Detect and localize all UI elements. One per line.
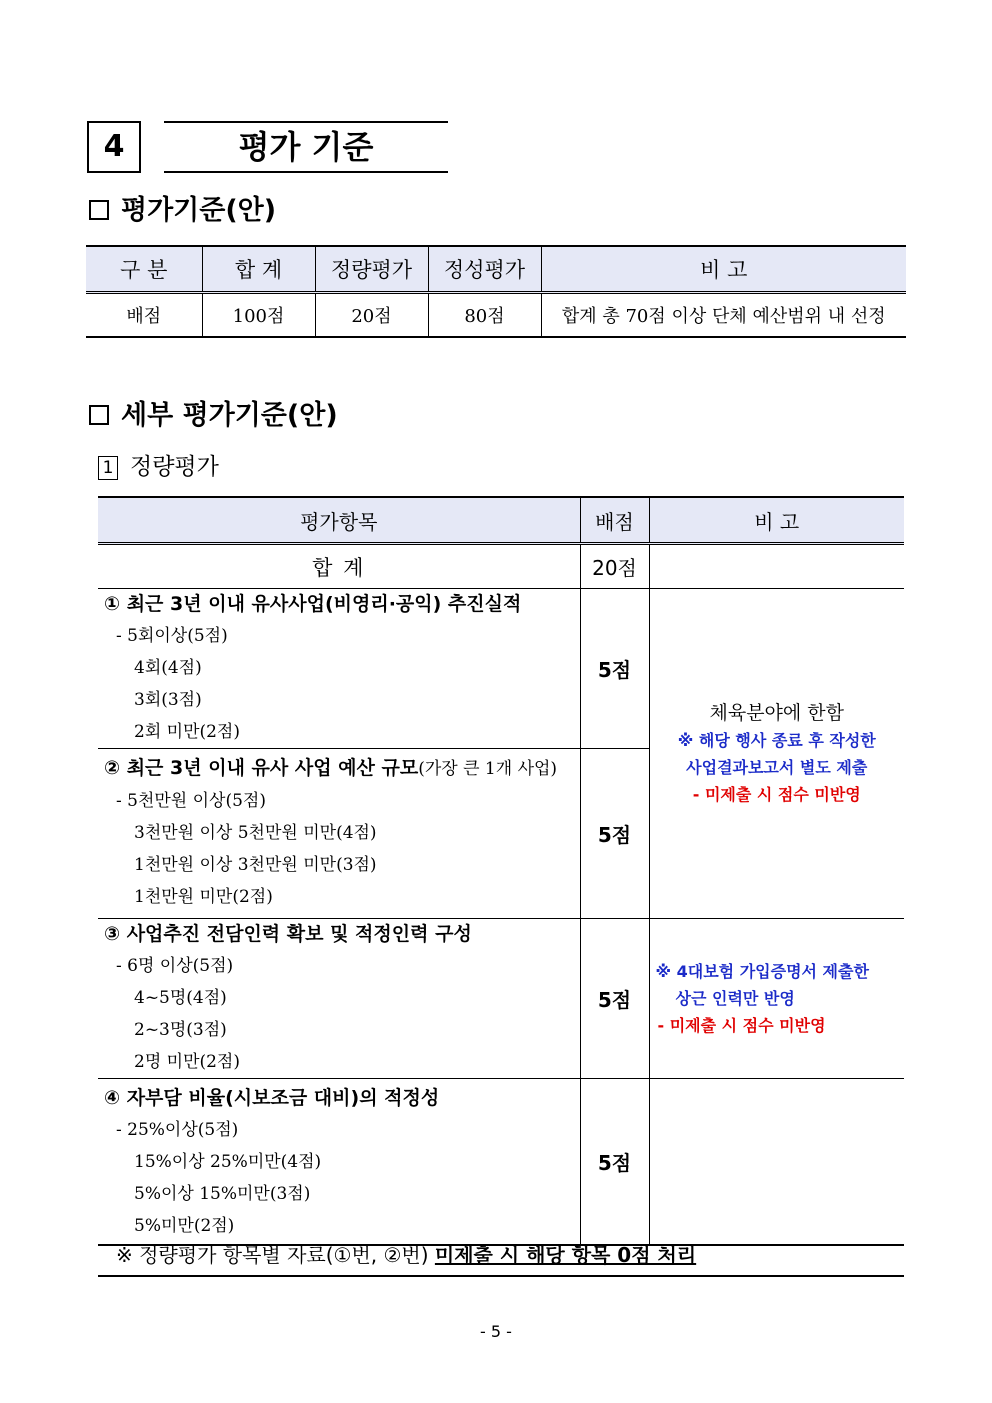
section-number: 4 <box>87 121 141 173</box>
subheading-title: 정량평가 <box>130 454 219 480</box>
subheading-quantitative <box>98 448 219 481</box>
item-score: 5점 <box>580 589 649 749</box>
option: 1천만원 이상 3천만원 미만(3점) <box>134 855 377 875</box>
checkbox-square-icon <box>89 200 109 220</box>
remark-line: 상근 인력만 반영 <box>675 989 795 1008</box>
item-title: ④ 자부담 비율(시보조금 대비)의 적정성 <box>104 1087 440 1109</box>
option: - 25%이상(5점) <box>116 1120 239 1140</box>
cell-remark: 합계 총 70점 이상 단체 예산범위 내 선정 <box>541 293 906 338</box>
total-score: 20점 <box>580 544 649 589</box>
quantitative-criteria-table <box>98 496 904 1246</box>
heading-evaluation-criteria-text: 평가기준(안) <box>121 195 277 226</box>
option: 5%미만(2점) <box>134 1216 235 1236</box>
item-score: 5점 <box>580 1079 649 1245</box>
option: 3회(3점) <box>134 690 202 710</box>
col-header-remark: 비 고 <box>541 246 906 293</box>
option: 2~3명(3점) <box>134 1020 227 1040</box>
table-header-row <box>86 246 906 293</box>
table-header-row <box>98 497 904 544</box>
table-row <box>98 589 904 749</box>
option: - 5회이상(5점) <box>116 626 228 646</box>
remark-line: 체육분야에 한함 <box>709 701 845 724</box>
heading-detailed-criteria <box>89 393 338 432</box>
total-label: 합 계 <box>98 544 580 589</box>
col-header-total: 합 계 <box>202 246 315 293</box>
summary-criteria-table <box>86 245 906 338</box>
col-header-item: 평가항목 <box>98 497 580 544</box>
table-row <box>98 919 904 1079</box>
remark-line: - 미제출 시 점수 미반영 <box>692 784 861 804</box>
col-header-score: 배점 <box>580 497 649 544</box>
option: 4회(4점) <box>134 658 202 678</box>
item-title <box>98 753 580 785</box>
item-cell <box>98 919 580 1079</box>
col-header-remark: 비 고 <box>649 497 904 544</box>
section-title: 평가 기준 <box>164 121 448 173</box>
option: 3천만원 이상 5천만원 미만(4점) <box>134 823 377 843</box>
option: 1천만원 미만(2점) <box>134 887 273 907</box>
total-row <box>98 544 904 589</box>
cell-qualitative: 80점 <box>428 293 541 338</box>
option: 2명 미만(2점) <box>134 1052 240 1072</box>
checkbox-square-icon <box>89 405 109 425</box>
item-cell <box>98 1079 580 1245</box>
remark-line: ※ 해당 행사 종료 후 작성한 <box>677 730 876 750</box>
option: - 6명 이상(5점) <box>116 956 234 976</box>
option: 2회 미만(2점) <box>134 722 240 742</box>
col-header-quantitative: 정량평가 <box>315 246 428 293</box>
footnote <box>98 1233 904 1277</box>
cell-category: 배점 <box>86 293 202 338</box>
footnote-emphasis: 미제출 시 해당 항목 0점 처리 <box>434 1243 697 1267</box>
item-score: 5점 <box>580 749 649 919</box>
remark-cell-item-4 <box>649 1079 904 1245</box>
total-remark <box>649 544 904 589</box>
item-score: 5점 <box>580 919 649 1079</box>
item-title: ③ 사업추진 전담인력 확보 및 적정인력 구성 <box>104 923 472 945</box>
cell-total: 100점 <box>202 293 315 338</box>
remark-cell-items-1-2 <box>649 589 904 919</box>
table-row <box>98 1079 904 1245</box>
heading-detailed-criteria-text: 세부 평가기준(안) <box>121 400 338 431</box>
page-number: - 5 - <box>480 1322 512 1341</box>
item-title: ① 최근 3년 이내 유사사업(비영리·공익) 추진실적 <box>104 593 522 615</box>
subheading-number: 1 <box>98 456 118 480</box>
remark-line: 사업결과보고서 별도 제출 <box>686 757 868 777</box>
col-header-qualitative: 정성평가 <box>428 246 541 293</box>
remark-line: ※ 4대보험 가입증명서 제출한 <box>655 962 869 981</box>
remark-line: - 미제출 시 점수 미반영 <box>657 1016 826 1035</box>
cell-quantitative: 20점 <box>315 293 428 338</box>
item-title-note: (가장 큰 1개 사업) <box>418 759 558 779</box>
remark-cell-item-3 <box>649 919 904 1079</box>
option: 4~5명(4점) <box>134 988 227 1008</box>
option: - 5천만원 이상(5점) <box>116 791 266 811</box>
item-cell <box>98 749 580 919</box>
table-row <box>86 293 906 338</box>
option: 5%이상 15%미만(3점) <box>134 1184 311 1204</box>
item-cell <box>98 589 580 749</box>
option: 15%이상 25%미만(4점) <box>134 1152 322 1172</box>
col-header-category: 구 분 <box>86 246 202 293</box>
item-title-text: ② 최근 3년 이내 유사 사업 예산 규모 <box>104 757 419 779</box>
footnote-text: ※ 정량평가 항목별 자료(①번, ②번) <box>116 1243 435 1267</box>
heading-evaluation-criteria <box>89 188 276 227</box>
